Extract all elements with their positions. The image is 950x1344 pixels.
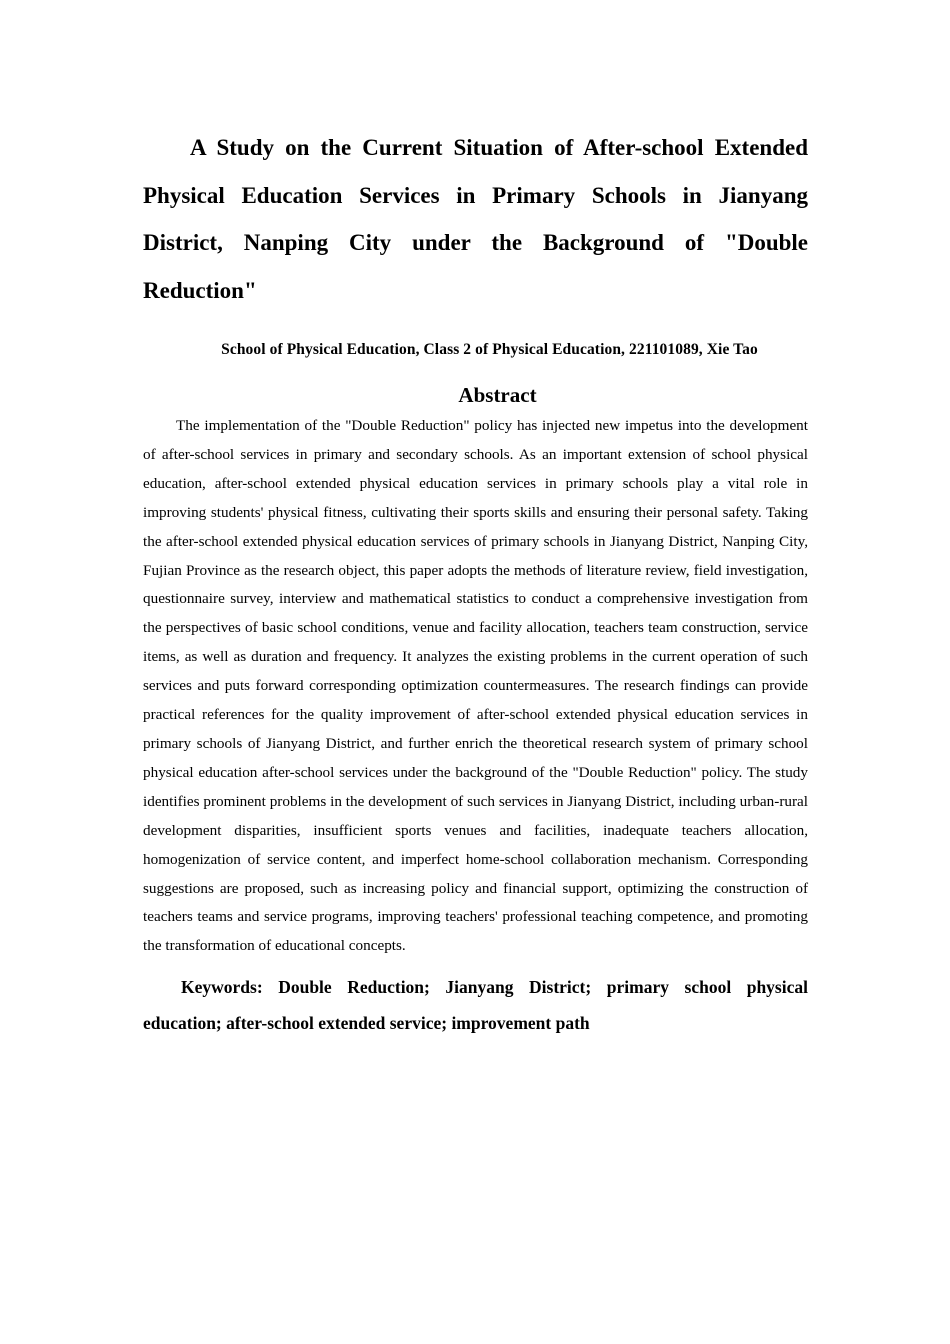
keywords-line: Keywords: Double Reduction; Jianyang District; primary school physical education; after-school extended service; improvement path	[143, 977, 808, 1034]
abstract-heading: Abstract	[458, 383, 537, 407]
abstract-body: The implementation of the "Double Reduction" policy has injected new impetus into the development of after-school services in primary and secondary schools. As an important extension of school physical education, after-school extended physical education services in primary schools play a vital role in improving students' physical fitness, cultivating their sports skills and ensuring their personal safety. Taking the after-school extended physical education services of primary schools in Jianyang District, Nanping City, Fujian Province as the research object, this paper adopts the methods of literature review, field investigation, questionnaire survey, interview and mathematical statistics to conduct a comprehensive investigation from the perspectives of basic school conditions, venue and facility allocation, teachers team construction, service items, as well as duration and frequency. It analyzes the existing problems in the current operation of such services and puts forward corresponding optimization countermeasures. The research findings can provide practical references for the quality improvement of after-school extended physical education services in primary schools of Jianyang District, and further enrich the theoretical research system of primary school physical education after-school services under the background of the "Double Reduction" policy. The study identifies prominent problems in the development of such services in Jianyang District, including urban-rural development disparities, insufficient sports venues and facilities, inadequate teachers allocation, homogenization of service content, and imperfect home-school collaboration mechanism. Corresponding suggestions are proposed, such as increasing policy and financial support, optimizing the construction of teachers teams and service programs, improving teachers' professional teaching competence, and promoting the transformation of educational concepts.	[143, 417, 808, 955]
paper-page	[143, 124, 808, 1041]
author-line: School of Physical Education, Class 2 of Physical Education, 221101089, Xie Tao	[221, 341, 758, 358]
paper-title: A Study on the Current Situation of After-school Extended Physical Education Services in Primary Schools in Jianyang District, Nanping City under the Background of "Double Reduction"	[143, 135, 808, 303]
